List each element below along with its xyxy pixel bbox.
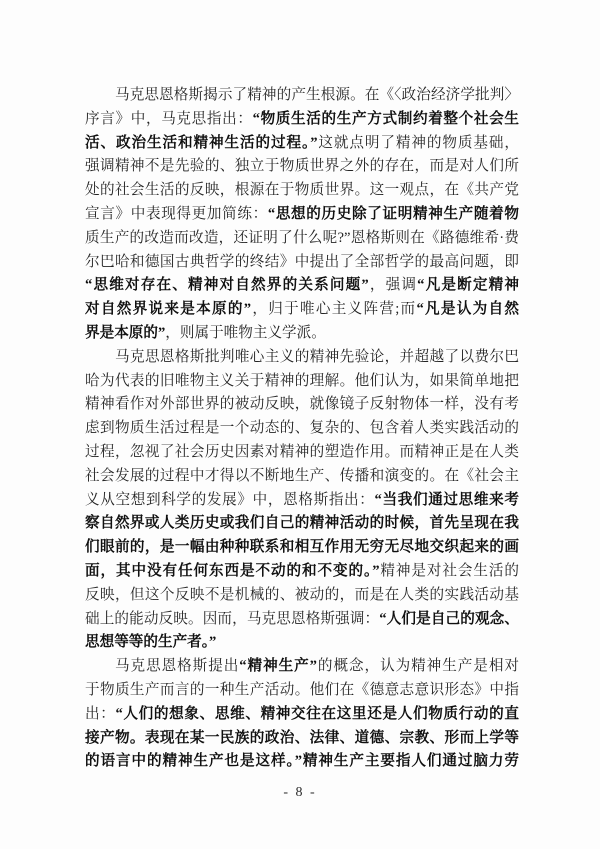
body-text: 马克思恩格斯揭示了精神的产生根源。在《〈政治经济学批判〉: [115, 87, 519, 103]
quoted-emphasis-text: 的语言中的精神生产也是这样。”: [85, 753, 302, 770]
body-text: 础上的能动反映。因而，马克思恩格斯强调：: [85, 610, 380, 627]
paragraph: [85, 84, 519, 346]
quoted-emphasis-text: “当我们通过思维来考: [374, 491, 519, 508]
text-line: [85, 560, 519, 584]
body-text: 强调精神不是先验的、独立于物质世界之外的存在，而是对人们所: [85, 158, 519, 175]
quoted-emphasis-text: 界是本原的”: [85, 324, 166, 341]
body-text: 序言》中，马克思指出：: [85, 110, 253, 127]
body-text: 社会发展的过程中才得以不断地生产、传播和演变的。在《社会主: [85, 467, 519, 484]
paragraph: [85, 346, 519, 655]
body-text: 的概念，认为精神生产是相对: [316, 658, 519, 675]
text-line: [85, 679, 519, 703]
text-line: [85, 203, 519, 227]
text-line: [85, 655, 519, 679]
body-text: 反映，但这个反映不是机械的、被动的，而是在人类的实践活动基: [85, 586, 519, 603]
quoted-emphasis-text: 接产物。表现在某一民族的政治、法律、道德、宗教、形而上学等: [85, 729, 519, 746]
body-text: 义从空想到科学的发展》中，恩格斯指出：: [85, 491, 375, 508]
body-text: 精神是对社会生活的: [379, 562, 519, 579]
text-line: [85, 750, 519, 774]
quoted-emphasis-text: “思想的历史除了证明精神生产随着物: [267, 205, 519, 222]
quoted-emphasis-text: “思维对存在、精神对自然界的关系问题”: [85, 277, 369, 294]
text-line: [85, 322, 519, 346]
body-text: 哈为代表的旧唯物主义关于精神的理解。他们认为，如果简单地把: [85, 372, 519, 389]
body-text: 过程，忽视了社会历史因素对精神的塑造作用。而精神正是在人类: [85, 443, 519, 460]
text-line: [85, 489, 519, 513]
quoted-emphasis-text: 面，其中没有任何东西是不动的和不变的。”: [85, 562, 380, 579]
text-line: [85, 370, 519, 394]
text-line: [85, 536, 519, 560]
text-line: [85, 512, 519, 536]
quoted-emphasis-text: 精神生产主要指人们通过脑力劳: [302, 753, 519, 770]
text-line: [85, 727, 519, 751]
quoted-emphasis-text: “人们的想象、思维、精神交往在这里还是人们物质行动的直: [115, 705, 519, 722]
text-line: [85, 298, 519, 322]
page-number: - 8 -: [283, 785, 317, 800]
paragraph: [85, 655, 519, 774]
text-line: [85, 155, 519, 179]
text-block: [85, 84, 519, 774]
quoted-emphasis-text: 们眼前的，是一幅由种种联系和相互作用无穷无尽地交织起来的画: [85, 539, 519, 556]
body-text: 精神看作对外部世界的被动反映，就像镜子反射物体一样，没有考: [85, 396, 519, 413]
body-text: ，归于唯心主义阵营;而: [251, 301, 417, 318]
text-line: [85, 251, 519, 275]
text-line: [85, 179, 519, 203]
body-text: 处的社会生活的反映，根源在于物质世界。这一观点，在《共产党: [85, 182, 519, 199]
body-text: ，强调: [368, 277, 418, 294]
quoted-emphasis-text: “精神生产”: [239, 658, 317, 675]
quoted-emphasis-text: 活、政治生活和精神生活的过程。”: [85, 134, 318, 151]
body-text: 尔巴哈和德国古典哲学的终结》中提出了全部哲学的最高问题，即: [85, 253, 519, 270]
text-line: [85, 465, 519, 489]
quoted-emphasis-text: 察自然界或人类历史或我们自己的精神活动的时候，首先呈现在我: [85, 515, 519, 532]
quoted-emphasis-text: 思想等等的生产者。”: [85, 634, 217, 651]
quoted-emphasis-text: “物质生活的生产方式制约着整个社会生: [252, 110, 519, 127]
text-line: [85, 631, 519, 655]
text-line: [85, 393, 519, 417]
quoted-emphasis-text: “人们是自己的观念、: [379, 610, 519, 627]
text-line: [85, 608, 519, 632]
text-line: [85, 417, 519, 441]
text-line: [85, 227, 519, 251]
text-line: [85, 132, 519, 156]
quoted-emphasis-text: “凡是认为自然: [416, 301, 519, 318]
body-text: 这就点明了精神的物质基础，: [317, 134, 519, 151]
body-text: 马克思恩格斯批判唯心主义的精神先验论，并超越了以费尔巴: [115, 348, 519, 365]
text-line: [85, 108, 519, 132]
body-text: ，则属于唯物主义学派。: [165, 324, 326, 341]
quoted-emphasis-text: 对自然界说来是本原的”: [85, 301, 252, 318]
text-line: [85, 346, 519, 370]
text-line: [85, 274, 519, 298]
body-text: 出：: [85, 705, 116, 722]
body-text: 于物质生产而言的一种生产活动。他们在《德意志意识形态》中指: [85, 681, 519, 698]
body-text: 虑到物质生活过程是一个动态的、复杂的、包含着人类实践活动的: [85, 420, 519, 437]
text-line: [85, 584, 519, 608]
text-line: [85, 703, 519, 727]
body-text: 宣言》中表现得更加简练：: [85, 205, 268, 222]
body-text: 质生产的改造而改造，还证明了什么呢?”恩格斯则在《路德维希·费: [85, 229, 519, 246]
quoted-emphasis-text: “凡是断定精神: [417, 277, 519, 294]
text-line: [85, 84, 519, 108]
text-line: [85, 441, 519, 465]
body-text: 马克思恩格斯提出: [115, 658, 240, 675]
